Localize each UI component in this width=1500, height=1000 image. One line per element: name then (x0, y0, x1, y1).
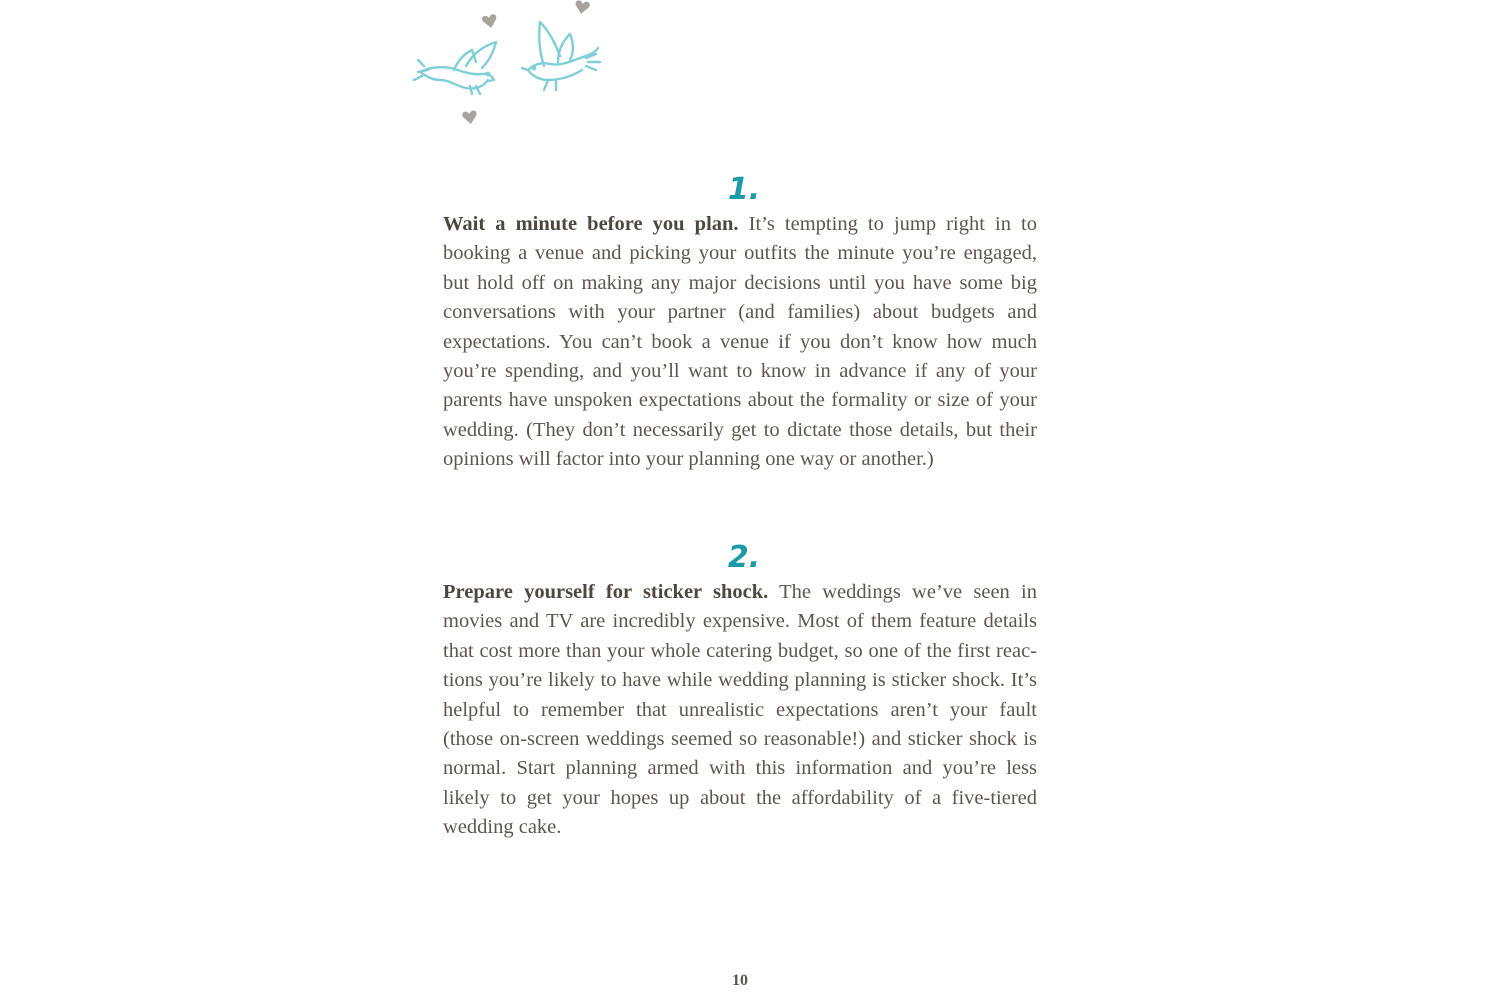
tip-section-2 (443, 538, 1037, 843)
tip-heading: Wait a minute before you plan. (443, 213, 739, 235)
heart-icon (481, 14, 498, 30)
tip-paragraph (443, 578, 1037, 843)
tip-number: 2. (727, 540, 761, 575)
tip-paragraph (443, 210, 1037, 475)
heart-icon (574, 0, 590, 15)
tip-number: 1. (727, 172, 761, 207)
tip-heading: Prepare yourself for sticker shock. (443, 581, 769, 603)
dove-icon (522, 22, 600, 90)
tip-body-text: The weddings we’ve seen in movies and TV are incredibly expensive. Most of them feature details that cost more than your whole catering budget, so one of the first reactions you’re likely to have while wedding planning is sticker shock. It’s helpful to remember that unrealistic expectations aren’t your fault (those on-screen weddings seemed so reasonable!) and sticker shock is normal. Start planning armed with this information and you’re less likely to get your hopes up about the affordability of a five-tiered wedding cake. (443, 581, 1037, 839)
page-number: 10 (732, 972, 748, 989)
tip-body-text: It’s tempting to jump right in to booking a venue and picking your outfits the minute you’re engaged, but hold off on making any major decisions until you have some big conversations with your partner (and families) about budgets and expectations. You can’t book a venue if you don’t know how much you’re spending, and you’ll want to know in advance if any of your parents have unspoken expectations about the formality or size of your wedding. (They don’t necessarily get to dictate those details, but their opinions will factor into your planning one way or another.) (443, 213, 1037, 471)
doves-with-hearts-icon (410, 0, 610, 135)
dove-icon (414, 42, 496, 94)
tip-section-1 (443, 170, 1037, 475)
heart-icon (462, 110, 478, 125)
